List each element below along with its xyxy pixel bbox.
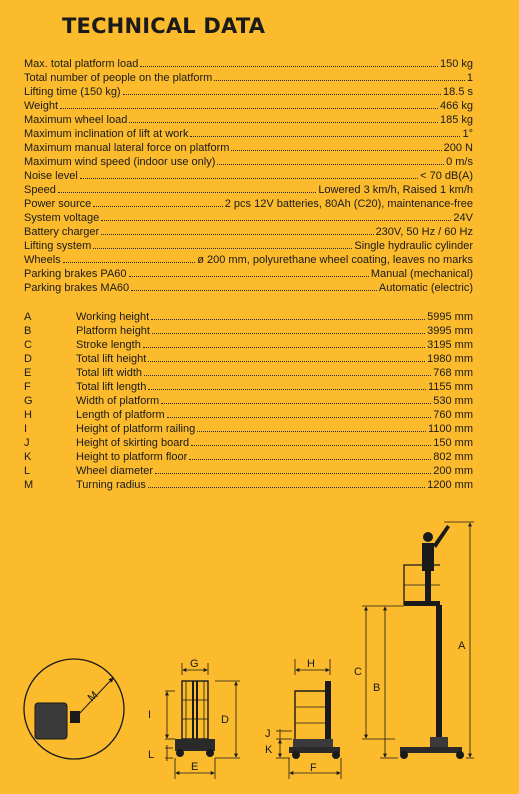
dimension-value: 1155 mm: [427, 381, 473, 393]
dimension-label: Wheel diameter: [76, 465, 154, 477]
dot-leader: [217, 164, 444, 165]
dimension-value: 1100 mm: [427, 423, 473, 435]
dot-leader: [93, 206, 222, 207]
dimension-label: Width of platform: [76, 395, 160, 407]
spec-value: Lowered 3 km/h, Raised 1 km/h: [318, 184, 473, 196]
dimension-label: Working height: [76, 311, 150, 323]
dimension-label: Total lift length: [76, 381, 147, 393]
spec-label: Maximum wheel load: [24, 114, 128, 126]
spec-label: Total number of people on the platform: [24, 72, 213, 84]
front-view: [148, 658, 240, 779]
dimension-letter: B: [24, 325, 32, 337]
dimension-value: 768 mm: [433, 367, 473, 379]
dot-leader: [190, 136, 460, 137]
spec-value: 230V, 50 Hz / 60 Hz: [375, 226, 473, 238]
spec-value: Automatic (electric): [378, 282, 473, 294]
mast: [436, 605, 442, 750]
dimension-value: 530 mm: [433, 395, 473, 407]
spec-label: Noise level: [24, 170, 78, 182]
label-j: J: [265, 728, 271, 740]
dot-leader: [148, 389, 426, 390]
mast-top-view: [70, 711, 80, 723]
label-i: I: [148, 709, 152, 721]
dot-leader: [191, 445, 431, 446]
dimension-label: Height of platform railing: [76, 423, 196, 435]
dimension-value: 802 mm: [433, 451, 473, 463]
dimension-label: Length of platform: [76, 409, 165, 421]
dimension-value: 760 mm: [433, 409, 473, 421]
dimension-row: [24, 436, 473, 450]
spec-label: Maximum manual lateral force on platform: [24, 142, 230, 154]
side-view-lowered: [265, 658, 341, 779]
dimension-letter: M: [24, 479, 34, 491]
page-title: TECHNICAL DATA: [62, 14, 266, 38]
spec-value: 1°: [462, 128, 473, 140]
label-b: B: [373, 682, 381, 694]
dimension-value: 1980 mm: [427, 353, 473, 365]
label-c: C: [354, 666, 362, 678]
top-view-turning-radius: [24, 659, 124, 759]
dot-leader: [140, 66, 438, 67]
dimension-label: Total lift height: [76, 353, 147, 365]
dot-leader: [148, 487, 425, 488]
label-d: D: [221, 714, 229, 726]
spec-row: [24, 113, 473, 127]
spec-label: Power source: [24, 198, 92, 210]
spec-value: 150 kg: [439, 58, 473, 70]
dot-leader: [155, 473, 431, 474]
spec-value: Single hydraulic cylinder: [354, 240, 473, 252]
spec-value: 466 kg: [439, 100, 473, 112]
spec-row: [24, 127, 473, 141]
dimension-row: [24, 478, 473, 492]
dimension-letter: F: [24, 381, 31, 393]
dot-leader: [148, 361, 425, 362]
dimension-value: 150 mm: [433, 437, 473, 449]
dimension-letter: L: [24, 465, 31, 477]
label-h: H: [307, 658, 315, 670]
spec-row: [24, 281, 473, 295]
spec-label: Maximum inclination of lift at work: [24, 128, 189, 140]
dimension-value: 1200 mm: [427, 479, 473, 491]
dimension-label: Turning radius: [76, 479, 146, 491]
dimension-row: [24, 310, 473, 324]
spec-label: System voltage: [24, 212, 100, 224]
dot-leader: [101, 220, 451, 221]
spec-label: Lifting system: [24, 240, 92, 252]
label-l: L: [148, 749, 155, 761]
dimension-label: Platform height: [76, 325, 150, 337]
spec-label: Battery charger: [24, 226, 100, 238]
label-k: K: [265, 744, 273, 756]
spec-row: [24, 197, 473, 211]
dimension-letter: G: [24, 395, 33, 407]
dot-leader: [151, 319, 425, 320]
spec-label: Wheels: [24, 254, 61, 266]
dimension-label: Height to platform floor: [76, 451, 188, 463]
spec-label: Lifting time (150 kg): [24, 86, 121, 98]
dimension-value: 3995 mm: [427, 325, 473, 337]
spec-row: [24, 155, 473, 169]
dimension-row: [24, 408, 473, 422]
label-e: E: [191, 761, 199, 773]
spec-label: Weight: [24, 100, 59, 112]
dot-leader: [60, 108, 438, 109]
dimension-value: 3195 mm: [427, 339, 473, 351]
dot-leader: [123, 94, 441, 95]
spec-value: 2 pcs 12V batteries, 80Ah (C20), maintenance-free: [224, 198, 473, 210]
dot-leader: [231, 150, 441, 151]
dimension-letter: A: [24, 311, 32, 323]
spec-row: [24, 211, 473, 225]
spec-value: < 70 dB(A): [420, 170, 473, 182]
dimension-value: 200 mm: [433, 465, 473, 477]
dot-leader: [63, 262, 196, 263]
dot-leader: [167, 417, 432, 418]
dimension-row: [24, 338, 473, 352]
base-top-view: [35, 703, 67, 739]
spec-label: Max. total platform load: [24, 58, 139, 70]
dimension-letter: C: [24, 339, 32, 351]
spec-value: 1: [466, 72, 473, 84]
dimension-letter: J: [24, 437, 30, 449]
spec-row: [24, 267, 473, 281]
dot-leader: [129, 122, 438, 123]
dimension-letter: D: [24, 353, 32, 365]
dimension-row: [24, 450, 473, 464]
dimension-label: Height of skirting board: [76, 437, 190, 449]
dot-leader: [152, 333, 425, 334]
spec-value: 200 N: [443, 142, 473, 154]
dot-leader: [101, 234, 373, 235]
spec-row: [24, 183, 473, 197]
specifications-list: [24, 57, 473, 295]
dot-leader: [143, 347, 425, 348]
dimension-row: [24, 324, 473, 338]
spec-value: Manual (mechanical): [370, 268, 473, 280]
label-m: M: [85, 689, 101, 705]
dot-leader: [197, 431, 426, 432]
person-icon: [422, 525, 450, 601]
spec-row: [24, 57, 473, 71]
dimension-letter: H: [24, 409, 32, 421]
dimension-row: [24, 464, 473, 478]
dimension-label: Stroke length: [76, 339, 141, 351]
spec-label: Parking brakes MA60: [24, 282, 130, 294]
spec-row: [24, 71, 473, 85]
label-g: G: [190, 658, 199, 670]
dimension-letter: K: [24, 451, 32, 463]
lift-dimension-diagram: [0, 515, 519, 794]
dot-leader: [131, 290, 377, 291]
side-view-raised: [354, 522, 474, 759]
spec-row: [24, 85, 473, 99]
dimension-value: 5995 mm: [427, 311, 473, 323]
spec-row: [24, 141, 473, 155]
spec-label: Speed: [24, 184, 56, 196]
spec-row: [24, 225, 473, 239]
dot-leader: [144, 375, 431, 376]
spec-row: [24, 169, 473, 183]
dimension-label: Total lift width: [76, 367, 143, 379]
label-f: F: [310, 762, 317, 774]
dot-leader: [129, 276, 369, 277]
dot-leader: [58, 192, 317, 193]
dot-leader: [214, 80, 465, 81]
dimension-letter: I: [24, 423, 28, 435]
dot-leader: [93, 248, 352, 249]
dot-leader: [189, 459, 431, 460]
spec-value: 0 m/s: [446, 156, 473, 168]
dimensions-list: [24, 310, 473, 492]
spec-value: ø 200 mm, polyurethane wheel coating, leaves no marks: [197, 254, 473, 266]
spec-value: 24V: [453, 212, 473, 224]
dimension-letter: E: [24, 367, 32, 379]
label-a: A: [458, 640, 466, 652]
spec-label: Maximum wind speed (indoor use only): [24, 156, 216, 168]
spec-row: [24, 239, 473, 253]
spec-row: [24, 99, 473, 113]
spec-label: Parking brakes PA60: [24, 268, 127, 280]
spec-value: 18.5 s: [443, 86, 473, 98]
dot-leader: [80, 178, 418, 179]
dimension-row: [24, 366, 473, 380]
dimension-row: [24, 380, 473, 394]
dot-leader: [161, 403, 431, 404]
dimension-row: [24, 394, 473, 408]
dimension-row: [24, 352, 473, 366]
spec-row: [24, 253, 473, 267]
dimension-row: [24, 422, 473, 436]
spec-value: 185 kg: [439, 114, 473, 126]
